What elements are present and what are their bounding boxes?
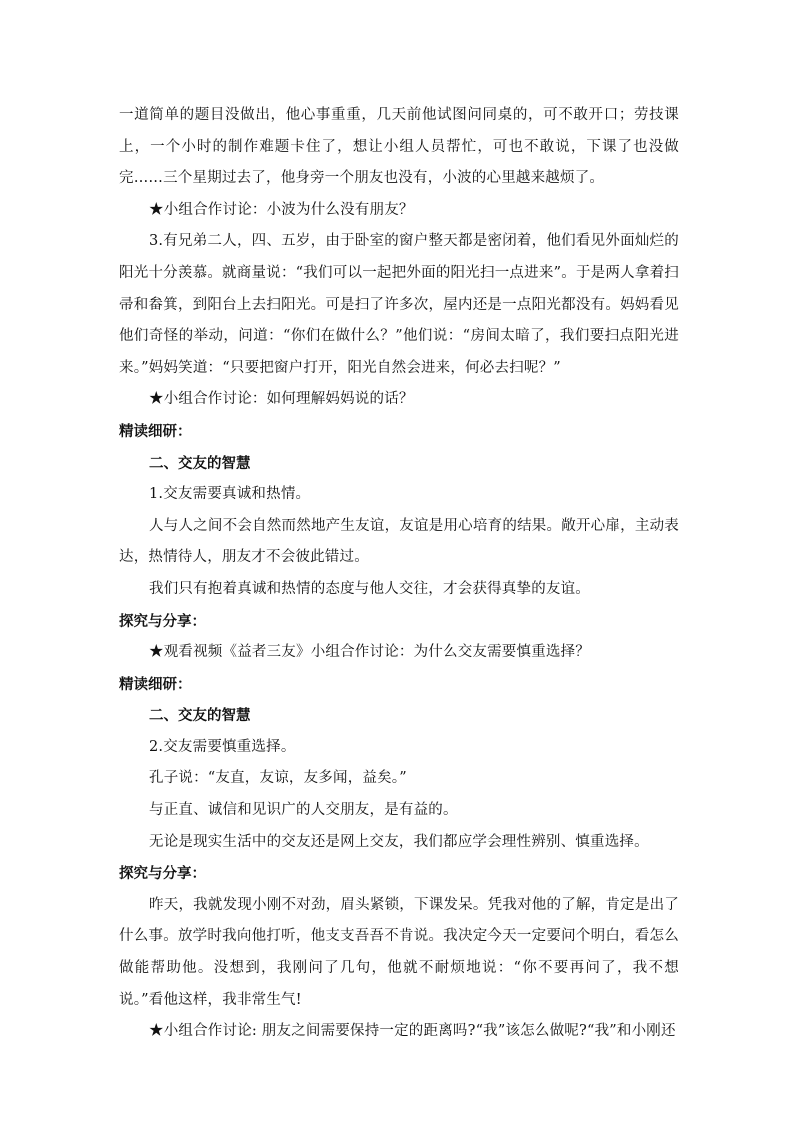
document-body bbox=[119, 100, 679, 1048]
story-paragraph-continued: 一道简单的题目没做出，他心事重重，几天前他试图问同桌的，可不敢开口；劳技课上，一个小时的制作难题卡住了，想让小组人员帮忙，可也不敢说，下课了也没做完……三个星期过去了，他身旁一个朋友也没有，小波的心里越来越烦了。 bbox=[119, 107, 679, 187]
body-paragraph: 人与人之间不会自然而然地产生友谊，友谊是用心培育的结果。敞开心扉，主动表达，热情待人，朋友才不会彼此错过。 bbox=[119, 517, 679, 566]
story-paragraph: 昨天，我就发现小刚不对劲，眉头紧锁，下课发呆。凭我对他的了解，肯定是出了什么事。放学时我向他打听，他支支吾吾不肯说。我决定今天一定要问个明白，看怎么做能帮助他。没想到，我刚问了几句，他就不耐烦地说：“你不要再问了，我不想说。”看他这样，我非常生气! bbox=[119, 896, 679, 1008]
quote-paragraph: 孔子说：“友直，友谅，友多闻，益矣。” bbox=[149, 770, 407, 787]
section-heading: 精读细研： bbox=[119, 675, 192, 693]
subsection-heading: 二、交友的智慧 bbox=[149, 707, 251, 725]
subsection-heading: 二、交友的智慧 bbox=[149, 454, 251, 472]
discussion-question: ★小组合作讨论：如何理解妈妈说的话？ bbox=[149, 391, 414, 408]
body-paragraph: 与正直、诚信和见识广的人交朋友，是有益的。 bbox=[149, 802, 458, 819]
section-heading: 精读细研： bbox=[119, 422, 192, 440]
discussion-question: ★小组合作讨论：小波为什么没有朋友？ bbox=[149, 201, 414, 218]
point-heading: 2.交友需要慎重选择。 bbox=[149, 738, 296, 755]
body-paragraph: 我们只有抱着真诚和热情的态度与他人交往，才会获得真挚的友谊。 bbox=[149, 580, 590, 597]
section-heading: 探究与分享： bbox=[119, 612, 206, 630]
point-heading: 1.交友需要真诚和热情。 bbox=[149, 486, 311, 503]
story-paragraph: 3.有兄弟二人，四、五岁，由于卧室的窗户整天都是密闭着，他们看见外面灿烂的阳光十分羡慕。就商量说：“我们可以一起把外面的阳光扫一点进来”。于是两人拿着扫帚和畚箕，到阳台上去扫阳光。可是扫了许多次，屋内还是一点阳光都没有。妈妈看见他们奇怪的举动，问道：“你们在做什么？”他们说：“房间太暗了，我们要扫点阳光进来。”妈妈笑道：“只要把窗户打开，阳光自然会进来，何必去扫呢？” bbox=[119, 233, 679, 376]
discussion-question: ★小组合作讨论: 朋友之间需要保持一定的距离吗?“我”该怎么做呢?“我”和小刚还 bbox=[149, 1023, 676, 1040]
body-paragraph: 无论是现实生活中的交友还是网上交友，我们都应学会理性辨别、慎重选择。 bbox=[149, 833, 649, 850]
section-heading: 探究与分享： bbox=[119, 865, 206, 883]
discussion-question: ★观看视频《益者三友》小组合作讨论：为什么交友需要慎重选择？ bbox=[149, 644, 590, 661]
